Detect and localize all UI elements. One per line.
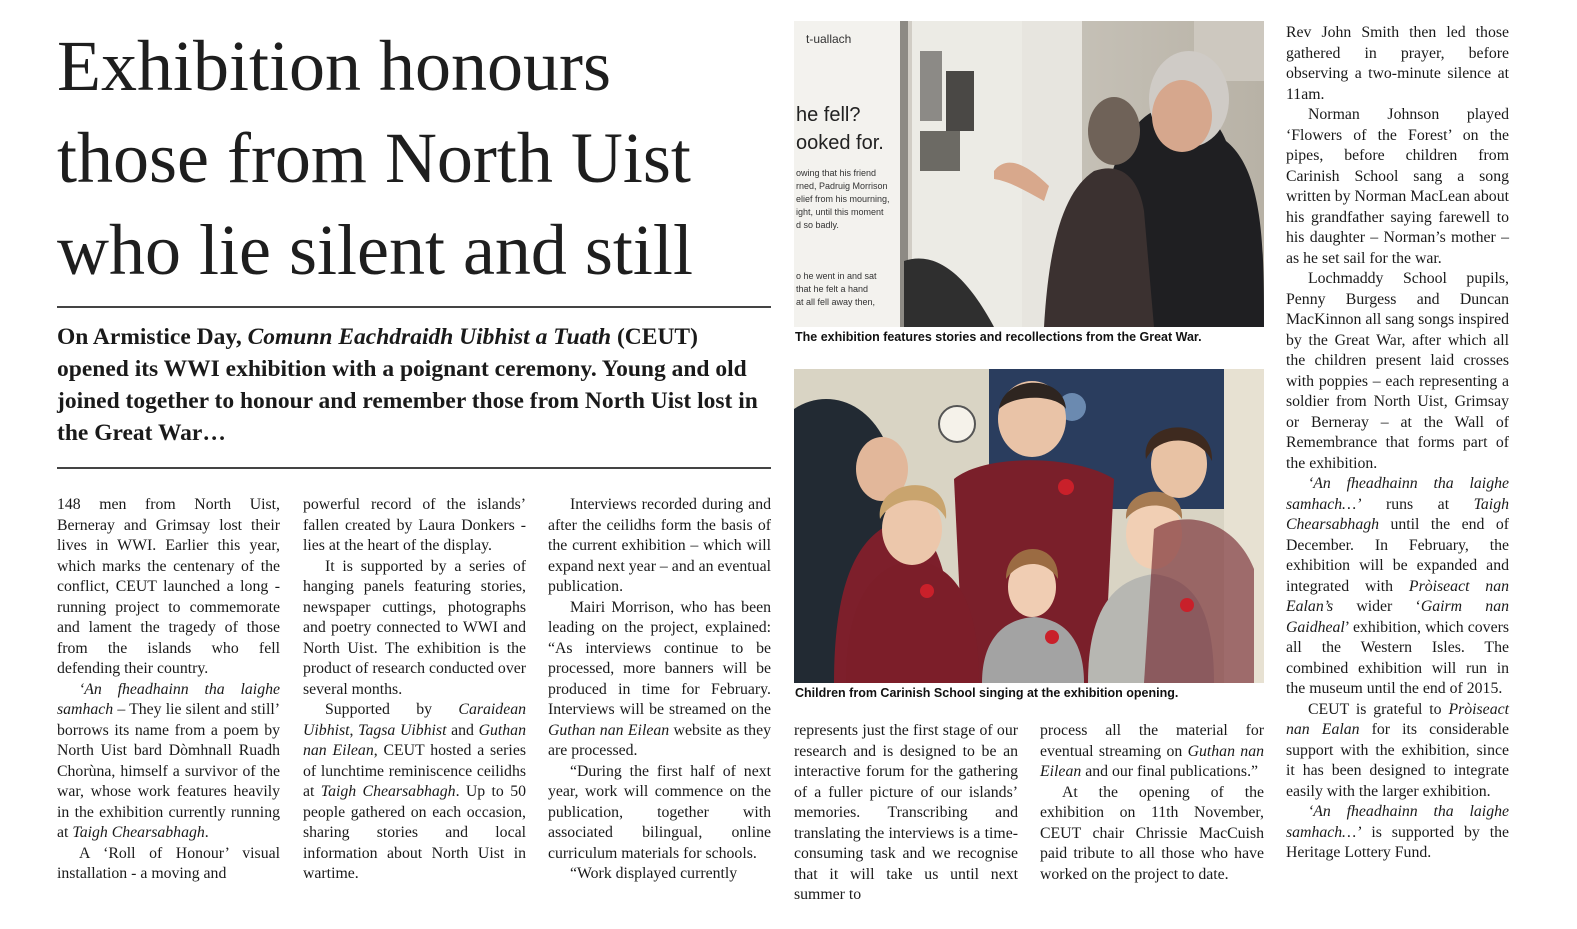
column-1: [57, 495, 280, 885]
org-name: Pròiseact nan Ealan: [1286, 700, 1509, 738]
org-name: Guthan nan Eilean: [303, 721, 526, 759]
col6-paragraph-1: Rev John Smith then led those gathered in prayer, before observing a two-minute silence at 11am.: [1286, 24, 1509, 103]
col2-text: and: [446, 721, 479, 739]
col1-paragraph-1: 148 men from North Uist, Berneray and Grimsay lost their lives in WWI. Earlier this year, which marks the centenary of the conflict, CEUT launched a long -running project to commemorate and lament the tragedy of those from the islands who fell defending their country.: [57, 496, 280, 677]
exhibition-title: ‘An fheadhainn tha laighe samhach…’: [1286, 475, 1509, 513]
col6-paragraph-3: Lochmaddy School pupils, Penny Burgess and Duncan MacKinnon all sang songs inspired by the Great War, after which all the children present laid crosses with poppies – each representing a soldier from North Uist, Grimsay or Berneray – at the Wall of Remembrance that forms part of the exhibition.: [1286, 270, 1509, 472]
column-4: [794, 721, 1018, 906]
poem-title: ‘An fheadhainn tha laighe samhach: [57, 680, 280, 718]
exhibition-title: ‘An fheadhainn tha laighe samhach…’: [1286, 803, 1509, 841]
site-name: Guthan nan Eilean: [1040, 742, 1264, 780]
column-3: [548, 495, 771, 885]
exhibition-photo: [794, 21, 1264, 327]
exhibition-name: Gairm nan Gaidheal: [1286, 598, 1509, 636]
photo-panel-line: o he went in and sat: [796, 271, 877, 281]
place-name: Taigh Chearsabhagh: [320, 783, 456, 800]
photo-panel-line: owing that his friend: [796, 168, 877, 178]
col5-text: process all the material for eventual streaming on: [1040, 722, 1264, 760]
col5-paragraph-2: At the opening of the exhibition on 11th November, CEUT chair Chrissie MacCuish paid tribute to all those who have worked on the project to date.: [1040, 783, 1264, 883]
photo-panel-line: at all fell away then,: [796, 297, 876, 307]
children-photo-caption: Children from Carinish School singing at the exhibition opening.: [795, 686, 1179, 700]
photo-panel-line: d so badly.: [796, 220, 839, 230]
col4-paragraph-1: represents just the first stage of our research and is designed to be an interactive forum for the gathering of a fuller picture of our islands’ memories. Transcribing and translating the interviews is a time-consuming task and we recognise that it will take us until next summer to: [794, 722, 1018, 903]
col3-paragraph-1: Interviews recorded during and after the ceilidhs form the basis of the current exhibition – which will expand next year – and an eventual publication.: [548, 496, 771, 595]
col2-paragraph-1: powerful record of the islands’ fallen created by Laura Donkers - lies at the heart of the display.: [303, 496, 526, 554]
col2-text: , CEUT hosted a series of lunchtime reminiscence ceilidhs at: [303, 742, 526, 800]
col2-text: Supported by: [325, 701, 459, 718]
standfirst: [57, 321, 773, 449]
place-name: Taigh Chearsabhagh: [1286, 495, 1509, 533]
column-5: [1040, 721, 1264, 885]
photo-panel-line: elief from his mourning,: [796, 194, 890, 204]
photo-panel-heading-2: ooked for.: [796, 132, 884, 154]
col6-paragraph-5: [1286, 700, 1509, 803]
org-name: Caraidean Uibhist: [303, 701, 526, 739]
org-name: Pròiseact nan Ealan’s: [1286, 577, 1509, 615]
col2-text: . Up to 50 people gathered on each occasion, sharing stories and local information about North Uist in wartime.: [303, 783, 526, 882]
children-photo: [794, 369, 1264, 683]
headline: Exhibition honours those from North Uist who lie silent and still: [57, 26, 693, 290]
col5-text: and our final publications.”: [1081, 763, 1259, 780]
photo-panel-top-text: t-uallach: [806, 32, 852, 46]
rule-bottom: [57, 467, 771, 469]
col6-paragraph-2: Norman Johnson played ‘Flowers of the Forest’ on the pipes, before children from Carinish School sang a song written by Norman MacLean about his grandfather saying farewell to his daughter – Norman’s mother – as he set sail for the war.: [1286, 106, 1509, 267]
col6-text: wider ‘: [1333, 598, 1421, 615]
col2-text: ,: [349, 721, 359, 739]
col1-paragraph-3: A ‘Roll of Honour’ visual installation - a moving and: [57, 844, 280, 882]
org-name: Tagsa Uibhist: [358, 721, 447, 739]
rule-top: [57, 306, 771, 308]
exhibition-photo-image: [794, 21, 1264, 327]
standfirst-group-name: Comunn Eachdraidh Uibhist a Tuath: [247, 324, 612, 350]
col6-text: until the end of December. In February, the exhibition will be expanded and integrated with: [1286, 516, 1509, 595]
col6-text: is supported by the Heritage Lottery Fund.: [1286, 823, 1509, 861]
col3-paragraph-4: “Work displayed currently: [570, 865, 738, 882]
col2-paragraph-2: It is supported by a series of hanging panels featuring stories, newspaper cuttings, photographs and poetry connected to WWI and North Uist. The exhibition is the product of research conducted over several months.: [303, 557, 526, 698]
exhibition-photo-caption: The exhibition features stories and recollections from the Great War.: [795, 330, 1202, 344]
children-photo-image: [794, 369, 1264, 683]
col3-paragraph-2: [548, 598, 771, 762]
standfirst-rest: (CEUT) opened its WWI exhibition with a poignant ceremony. Young and old joined together to honour and remember those from North Uist lost in the Great War…: [57, 324, 758, 446]
photo-panel-line: that he felt a hand: [796, 284, 869, 294]
photo-panel-line: ight, until this moment: [796, 207, 884, 217]
place-name: Taigh Chearsabhagh: [72, 824, 205, 841]
col6-text: runs at: [1361, 495, 1474, 513]
col1-text: .: [204, 824, 209, 841]
photo-panel-line: rned, Padruig Morrison: [796, 181, 888, 191]
col1-text: – They lie silent and still’ borrows its name from a poem by North Uist bard Dòmhnall Ruadh Chorùna, himself a survivor of the war, whose work features heavily in the exhibition currently running at: [57, 701, 280, 841]
column-2: [303, 495, 526, 885]
col2-paragraph-3: [303, 700, 526, 885]
photo-panel-heading-1: he fell?: [796, 104, 861, 126]
col6-paragraph-4: [1286, 474, 1509, 700]
site-name: Guthan nan Eilean: [548, 721, 670, 739]
col5-paragraph-1: [1040, 721, 1264, 783]
col3-paragraph-3: “During the first half of next year, work will commence on the publication, together with associated bilingual, online curriculum materials for schools.: [548, 762, 771, 862]
col6-text: for its considerable support with the exhibition, since it has been designed to integrate easily with the larger exhibition.: [1286, 721, 1509, 800]
column-6: [1286, 23, 1509, 864]
col1-paragraph-2: [57, 680, 280, 844]
col6-paragraph-6: [1286, 802, 1509, 864]
col6-text: ’ exhibition, which covers all the Western Isles. The combined exhibition will run in the museum until the end of 2015.: [1286, 618, 1509, 697]
standfirst-lead: On Armistice Day,: [57, 324, 248, 350]
col6-text: CEUT is grateful to: [1308, 700, 1449, 718]
col3-text: website as they are processed.: [548, 721, 771, 759]
col3-text: Mairi Morrison, who has been leading on the project, explained: “As interviews continue to be processed, more banners will be produced in time for February. Interviews will be streamed on the: [548, 598, 771, 718]
